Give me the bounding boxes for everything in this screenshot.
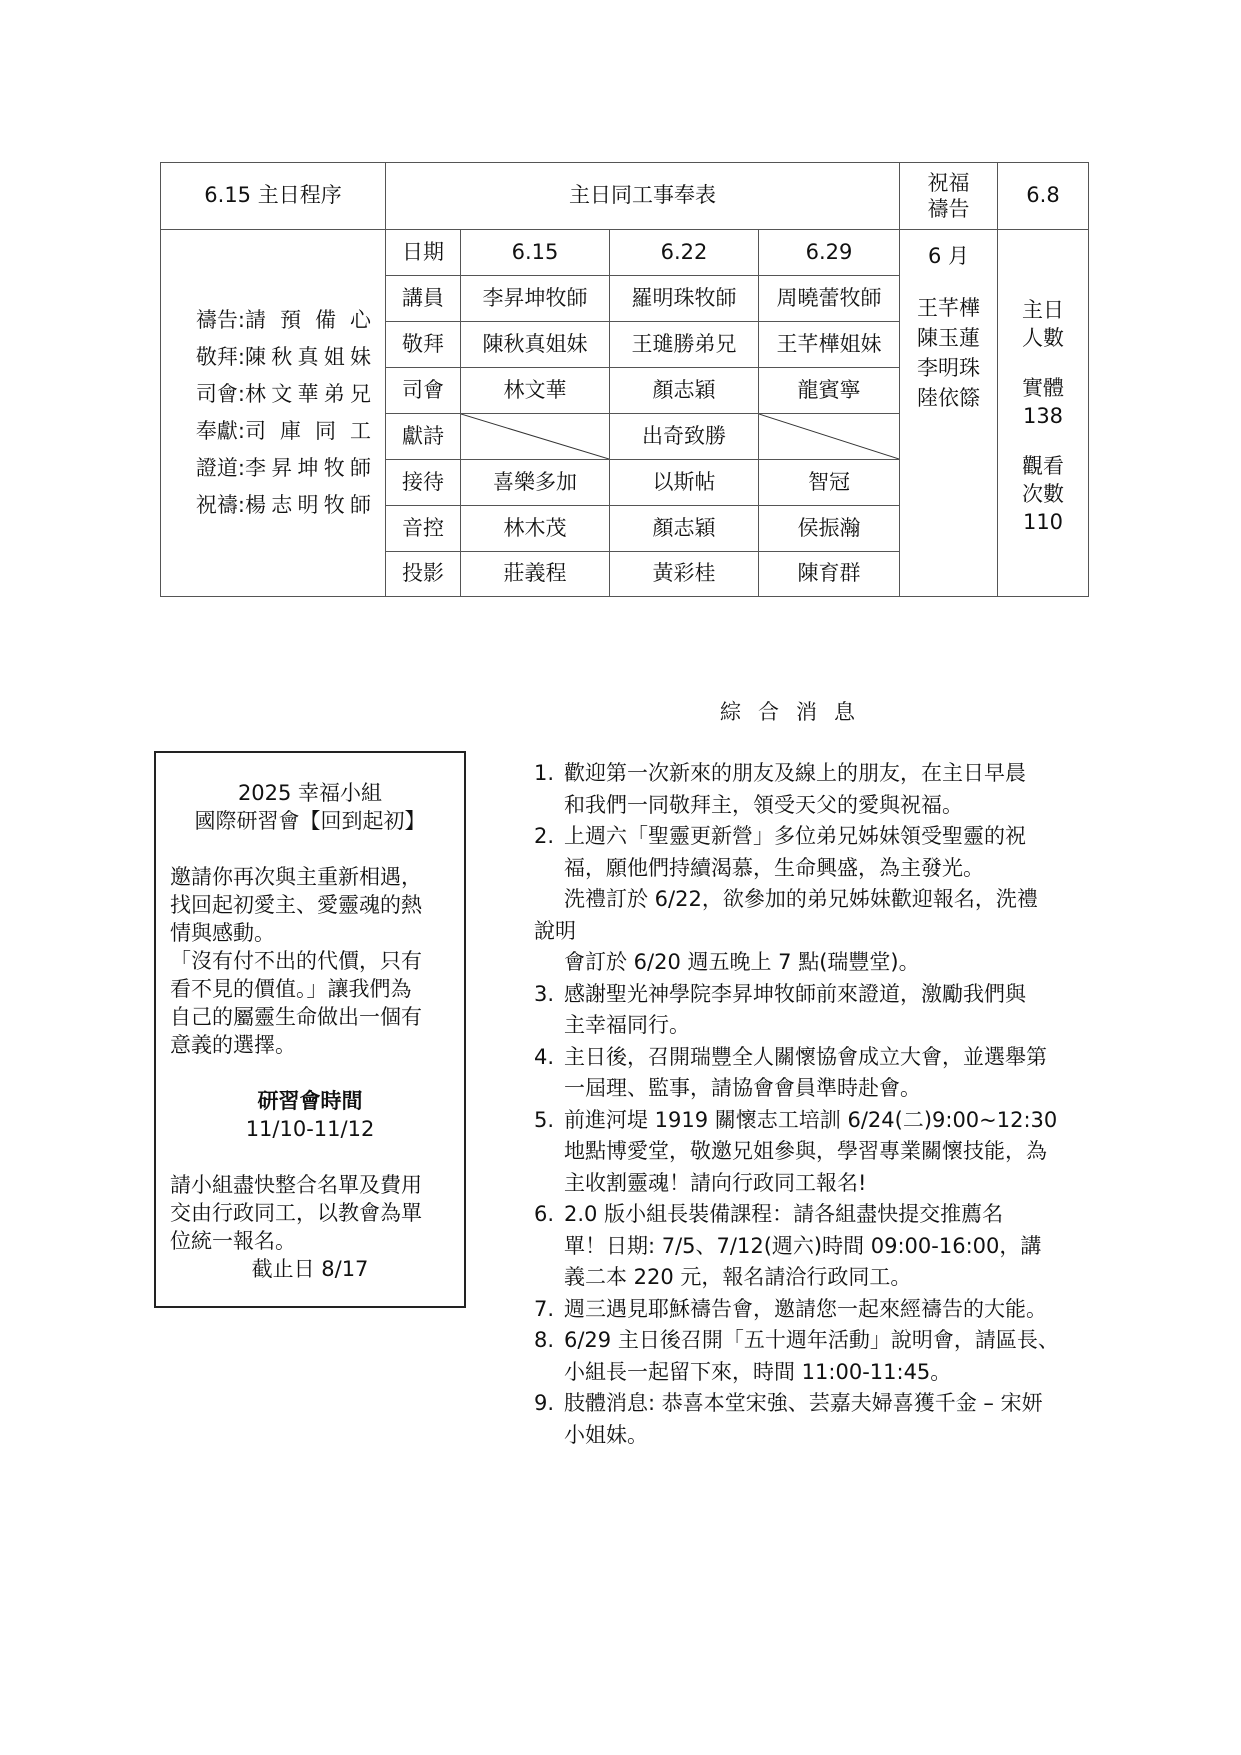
roster-cell: 侯振瀚: [759, 506, 900, 552]
service-order-char: 師: [350, 492, 371, 517]
news-item: [534, 821, 1082, 884]
service-order-char: 備: [315, 307, 336, 332]
service-order-value: [245, 456, 371, 481]
news-item-number: 7.: [534, 1296, 555, 1321]
blessing-prayer-label: 祝福 禱告: [900, 163, 998, 230]
seminar-quote: 「沒有付不出的代價，只有 看不見的價值。」讓我們為 自己的屬靈生命做出一個有 意義的選擇。: [170, 949, 422, 1057]
roster-cell: 出奇致勝: [610, 414, 759, 460]
service-order-label: 禱告:: [195, 307, 245, 332]
roster-cell: 顏志穎: [610, 506, 759, 552]
service-order-item: [179, 376, 385, 413]
views-label: 觀看: [1022, 454, 1064, 478]
service-order-item: [179, 413, 385, 450]
date-label: 日期: [386, 230, 461, 276]
prayer-name: 陸依篨: [917, 386, 980, 411]
service-order-label: 司會:: [195, 381, 245, 406]
service-order-item: [179, 487, 385, 524]
news-item-text: 2.0 版小組長裝備課程：請各組盡快提交推薦名 單！日期: 7/5、7/12(週六)時間 09:00-16:00，講 義二本 220 元，報名請洽行政同工。: [564, 1202, 1042, 1289]
roster-cell: 羅明珠牧師: [610, 276, 759, 322]
seminar-subtitle: 國際研習會【回到起初】: [194, 809, 426, 833]
roster-cell: 陳育群: [759, 552, 900, 597]
service-order-char: 林: [245, 381, 266, 406]
news-item-number: 9.: [534, 1391, 555, 1415]
service-order-char: 志: [271, 492, 293, 517]
roster-cell: 以斯帖: [610, 460, 759, 506]
diagonal-line: [759, 414, 899, 459]
service-order-value: [245, 308, 371, 333]
news-item-number: 8.: [534, 1328, 555, 1352]
service-order-char: 文: [271, 381, 293, 406]
service-order-label: 敬拜:: [195, 344, 245, 369]
attendance: [998, 230, 1089, 597]
news-item-number: 4.: [534, 1044, 555, 1069]
roster-cell: 王芊樺姐妹: [759, 322, 900, 368]
roster-cell: 喜樂多加: [461, 460, 610, 506]
service-order-value: [245, 345, 371, 370]
roster-cell: 莊義程: [461, 552, 610, 597]
seminar-register-note: 請小組盡快整合名單及費用 交由行政同工，以教會為單 位統一報名。: [170, 1173, 422, 1253]
news-item-number: 6.: [534, 1202, 555, 1226]
service-order-value: [245, 419, 371, 444]
roster-cell: 林文華: [461, 368, 610, 414]
prayer-name: 陳玉蓮: [917, 326, 980, 351]
attendance-label: 人數: [1022, 326, 1064, 350]
news-item-number: 1.: [534, 761, 555, 785]
news-item-text: 感謝聖光神學院李昇坤牧師前來證道，激勵我們與 主幸福同行。: [564, 981, 1026, 1037]
service-order-char: 陳: [245, 344, 266, 369]
physical-label: 實體: [1022, 376, 1064, 400]
roster-cell: 李昇坤牧師: [461, 276, 610, 322]
service-order-char: 妹: [350, 344, 371, 369]
service-order-char: 庫: [280, 418, 301, 443]
schedule-table: [160, 162, 1089, 597]
service-order-item: [179, 339, 385, 376]
seminar-box: [154, 751, 466, 1308]
news-item: [534, 1042, 1082, 1105]
roster-cell: 王璡勝弟兄: [610, 322, 759, 368]
service-order-char: 昇: [271, 455, 293, 480]
service-order-label: 奉獻:: [195, 418, 245, 443]
roster-cell: 黃彩桂: [610, 552, 759, 597]
role-label: 投影: [386, 552, 461, 597]
seminar-time-label: 研習會時間: [257, 1089, 363, 1113]
news-item: [534, 1388, 1082, 1451]
news-item: [534, 1199, 1082, 1294]
service-order: [161, 230, 386, 597]
service-order-item: [179, 450, 385, 487]
news-item: [534, 1325, 1082, 1388]
views-label: 次數: [1022, 482, 1064, 506]
empty-diagonal-cell: [461, 414, 610, 460]
baptism-line: 洗禮訂於 6/22，欲參加的弟兄姊妹歡迎報名，洗禮: [564, 887, 1038, 911]
service-order-char: 秋: [271, 344, 293, 369]
role-label: 司會: [386, 368, 461, 414]
baptism-line: 會訂於 6/20 週五晚上 7 點(瑞豐堂)。: [564, 950, 920, 974]
news-item-number: 2.: [534, 824, 555, 848]
service-order-label: 證道:: [195, 455, 245, 480]
empty-diagonal-cell: [759, 414, 900, 460]
service-order-char: 工: [350, 418, 371, 443]
service-order-char: 同: [315, 418, 336, 443]
news-item: [534, 758, 1082, 821]
news-item-text: 前進河堤 1919 關懷志工培訓 6/24(二)9:00~12:30 地點博愛堂，敬邀兄姐參與，學習專業關懷技能，為 主收割靈魂！請向行政同工報名!: [564, 1107, 1058, 1195]
news-item-text: 週三遇見耶穌禱告會，邀請您一起來經禱告的大能。: [564, 1296, 1047, 1321]
service-order-char: 心: [350, 307, 371, 332]
roster-cell: 智冠: [759, 460, 900, 506]
roster-title: 主日同工事奉表: [386, 163, 900, 230]
role-label: 接待: [386, 460, 461, 506]
service-order-char: 司: [245, 418, 266, 443]
news-title: 綜合消息: [720, 700, 872, 724]
service-order-char: 明: [297, 492, 319, 517]
roster-cell: 顏志穎: [610, 368, 759, 414]
seminar-body: 邀請你再次與主重新相遇， 找回起初愛主、愛靈魂的熱 情與感動。: [170, 865, 422, 945]
prayer-name: 王芊樺: [917, 296, 980, 321]
prayer-name: 李明珠: [917, 356, 980, 381]
service-order-item: [179, 302, 385, 339]
news-item: [534, 1294, 1082, 1326]
service-order-char: 牧: [323, 492, 345, 517]
service-order-char: 兄: [350, 381, 371, 406]
service-order-value: [245, 382, 371, 407]
service-order-value: [245, 493, 371, 518]
service-order-char: 李: [245, 455, 266, 480]
physical-value: 138: [1022, 404, 1064, 428]
news-list: [534, 758, 1082, 1451]
role-label: 敬拜: [386, 322, 461, 368]
service-order-label: 祝禱:: [195, 492, 245, 517]
prayer-month: 6 月: [927, 244, 970, 268]
views-value: 110: [1022, 510, 1064, 534]
role-label: 獻詩: [386, 414, 461, 460]
role-label: 講員: [386, 276, 461, 322]
service-order-char: 真: [297, 344, 319, 369]
news-item-text: 6/29 主日後召開「五十週年活動」說明會，請區長、 小組長一起留下來，時間 11:00-11:45。: [564, 1328, 1059, 1384]
role-label: 音控: [386, 506, 461, 552]
roster-cell: 龍賓寧: [759, 368, 900, 414]
roster-cell: 林木茂: [461, 506, 610, 552]
roster-cell: 陳秋真姐妹: [461, 322, 610, 368]
service-order-char: 師: [350, 455, 371, 480]
diagonal-line: [461, 414, 609, 459]
date-3: 6.29: [759, 230, 900, 276]
order-title: 6.15 主日程序: [161, 163, 386, 230]
prayer-list: [900, 230, 998, 597]
service-order-char: 華: [297, 381, 319, 406]
attendance-label: 主日: [1022, 298, 1064, 322]
news-item: [534, 979, 1082, 1042]
news-item-text: 歡迎第一次新來的朋友及線上的朋友，在主日早晨 和我們一同敬拜主，領受天父的愛與祝福。: [564, 761, 1026, 817]
news-item-text: 上週六「聖靈更新營」多位弟兄姊妹領受聖靈的祝 福，願他們持續渴慕，生命興盛，為主發光。: [564, 824, 1026, 880]
service-order-char: 坤: [297, 455, 319, 480]
news-item-number: 5.: [534, 1107, 555, 1132]
blessing-date: 6.8: [998, 163, 1089, 230]
news-item-number: 3.: [534, 981, 555, 1006]
seminar-time-value: 11/10-11/12: [245, 1117, 375, 1141]
service-order-char: 楊: [245, 492, 266, 517]
service-order-char: 弟: [323, 381, 345, 406]
news-item-text: 肢體消息: 恭喜本堂宋強、芸嘉夫婦喜獲千金 – 宋妍 小姐妹。: [564, 1391, 1043, 1447]
date-1: 6.15: [461, 230, 610, 276]
date-2: 6.22: [610, 230, 759, 276]
baptism-line: 說明: [534, 918, 576, 943]
news-item: [534, 1105, 1082, 1200]
news-item-text: 主日後，召開瑞豐全人關懷協會成立大會，並選舉第 一屆理、監事，請協會會員準時赴會。: [564, 1044, 1047, 1100]
service-order-char: 姐: [323, 344, 345, 369]
seminar-deadline: 截止日 8/17: [251, 1257, 369, 1281]
roster-cell: 周曉蕾牧師: [759, 276, 900, 322]
seminar-title: 2025 幸福小組: [237, 781, 383, 805]
service-order-char: 預: [280, 307, 301, 332]
service-order-char: 牧: [323, 455, 345, 480]
service-order-char: 請: [245, 307, 266, 332]
